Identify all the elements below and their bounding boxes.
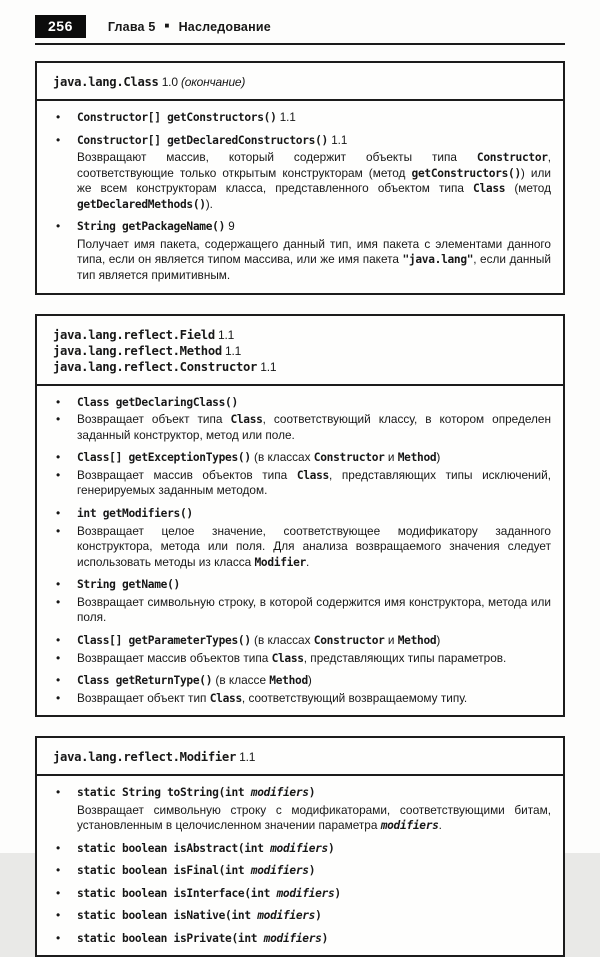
code-text: modifiers xyxy=(263,931,322,945)
api-box-title xyxy=(37,63,563,101)
text: (в классах xyxy=(250,633,314,647)
code-text: java.lang.reflect.Constructor xyxy=(53,359,258,374)
code-text: Modifier xyxy=(254,555,306,569)
api-description-item xyxy=(37,524,551,571)
code-text: Constructor[] getConstructors() xyxy=(77,111,277,124)
api-description-item xyxy=(37,691,551,707)
api-box-title xyxy=(37,316,563,386)
api-signature-item xyxy=(37,785,551,801)
text: и xyxy=(384,450,398,465)
text: Возвращает целое значение, соответствующее модификатору заданного конструктора, метода или поля. Для анализа возвращаемого значения следует использовать методы из класса xyxy=(77,523,551,569)
code-text: modifiers xyxy=(250,786,309,800)
text: 1.1 xyxy=(221,343,242,358)
text: . xyxy=(438,818,442,833)
code-text: static boolean isFinal(int xyxy=(77,864,251,878)
code-text: modifiers xyxy=(257,909,316,923)
api-description-item xyxy=(37,150,551,212)
chapter-title: Наследование xyxy=(178,19,271,34)
bullet-icon: • xyxy=(56,450,61,465)
api-signature-item xyxy=(37,219,551,235)
text: ) xyxy=(307,673,312,688)
bullet-icon: • xyxy=(56,863,61,878)
text: ). xyxy=(205,196,213,211)
text: , представляющих типы параметров. xyxy=(303,650,507,665)
api-box-body xyxy=(37,101,563,293)
text: (метод xyxy=(505,181,551,196)
api-signature-item xyxy=(37,841,551,857)
bullet-icon: • xyxy=(56,908,61,923)
code-text: static boolean isAbstract(int xyxy=(77,841,271,855)
code-text: Class xyxy=(473,182,506,196)
code-text: int getModifiers() xyxy=(77,507,193,521)
square-bullet-icon: ■ xyxy=(164,21,170,30)
code-text: ) xyxy=(334,886,341,900)
code-text: Class getReturnType() xyxy=(77,674,213,688)
text: Возвращает символьную строку с модификаторами, соответствующими битам, установленным в целочисленном значении параметра xyxy=(77,802,551,833)
text: (окончание) xyxy=(180,75,246,89)
code-text: java.lang.reflect.Modifier xyxy=(53,750,236,765)
text: . xyxy=(305,554,310,569)
api-description-item xyxy=(37,803,551,834)
bullet-icon: • xyxy=(56,840,61,855)
api-box xyxy=(35,61,565,295)
api-signature-item xyxy=(37,577,551,593)
text: 1.1 xyxy=(327,133,348,147)
text: (в классах xyxy=(250,450,314,465)
api-signature-item xyxy=(37,931,551,947)
code-text: Method xyxy=(397,451,437,465)
code-text: ) xyxy=(308,864,316,878)
text: , соответствующие только открытым конструкторам (метод xyxy=(77,150,551,180)
bullet-icon: • xyxy=(56,412,61,427)
code-text: java.lang.reflect.Field xyxy=(53,327,215,342)
text: 1.1 xyxy=(257,359,277,374)
code-text: static boolean isInterface(int xyxy=(77,886,277,900)
api-signature-item xyxy=(37,110,551,126)
text: , если данный тип является примитивным. xyxy=(77,252,551,283)
api-signature-item xyxy=(37,450,551,466)
code-text: modifiers xyxy=(380,819,439,833)
text: 1.1 xyxy=(214,327,235,342)
bullet-icon: • xyxy=(56,690,61,705)
text: , соответствующий классу, в котором определен заданный конструктор, метод или поле. xyxy=(77,412,551,442)
bullet-icon: • xyxy=(56,673,61,688)
text: ) или же всем конструкторам класса, представленного объектом типа xyxy=(77,165,551,196)
api-boxes-container xyxy=(35,45,565,957)
text: ) xyxy=(436,633,441,647)
text: Возвращает массив объектов типа xyxy=(77,650,272,665)
text: Получает имя пакета, содержащего данный тип, имя пакета с элементами данного типа, если он является типом массива, или же имя пакета xyxy=(77,236,551,267)
code-text: static boolean isPrivate(int xyxy=(77,931,264,945)
bullet-icon: • xyxy=(56,633,61,647)
code-text: ) xyxy=(315,909,322,923)
api-box-title-line xyxy=(53,74,547,90)
code-text: static boolean isNative(int xyxy=(77,909,258,923)
code-text: Constructor xyxy=(476,151,548,164)
api-box-title-line xyxy=(53,749,547,765)
code-text: ) xyxy=(308,786,316,800)
text: Возвращает символьную строку, в которой содержится имя конструктора, метода или поля. xyxy=(77,594,551,625)
api-description-item xyxy=(37,468,551,499)
chapter-heading xyxy=(108,20,271,34)
code-text: "java.lang" xyxy=(402,253,474,267)
code-text: Method xyxy=(397,634,437,647)
text: Возвращает массив объектов типа xyxy=(77,467,297,482)
bullet-icon: • xyxy=(56,885,61,900)
api-signature-item xyxy=(37,506,551,522)
text: 9 xyxy=(225,220,235,234)
bullet-icon: • xyxy=(56,394,61,409)
api-box-body xyxy=(37,386,563,716)
code-text: Class[] getExceptionTypes() xyxy=(77,451,251,465)
api-signature-item xyxy=(37,908,551,924)
code-text: java.lang.reflect.Method xyxy=(53,343,222,358)
code-text: Constructor xyxy=(313,634,385,647)
bullet-icon: • xyxy=(56,523,61,538)
code-text: modifiers xyxy=(276,886,335,900)
code-text: Method xyxy=(269,674,308,688)
api-box xyxy=(35,736,565,957)
code-text: modifiers xyxy=(250,864,309,878)
text: Возвращает объект типа xyxy=(77,412,231,427)
code-text: getDeclaredMethods() xyxy=(77,197,206,211)
api-box-title-line xyxy=(53,359,547,375)
api-box-title xyxy=(37,738,563,776)
code-text: Class xyxy=(271,651,304,665)
text: , представляющих типы исключений, генерируемых заданным методом. xyxy=(77,467,552,498)
bullet-icon: • xyxy=(56,930,61,945)
api-description-item xyxy=(37,412,551,443)
api-description-item xyxy=(37,237,551,284)
bullet-icon: • xyxy=(56,594,61,609)
code-text: getConstructors() xyxy=(411,166,521,180)
code-text: ) xyxy=(321,931,328,945)
code-text: static String toString(int xyxy=(77,786,251,800)
api-signature-item xyxy=(37,673,551,689)
code-text: Class xyxy=(209,691,242,705)
bullet-icon: • xyxy=(56,650,61,665)
text: ) xyxy=(436,450,441,465)
api-signature-item xyxy=(37,133,551,149)
api-signature-item xyxy=(37,886,551,902)
code-text: Class xyxy=(230,413,263,427)
page-number-badge: 256 xyxy=(35,15,86,38)
text: (в классе xyxy=(212,673,270,688)
bullet-icon: • xyxy=(56,506,61,521)
running-head xyxy=(35,15,565,45)
api-box xyxy=(35,314,565,718)
code-text: modifiers xyxy=(270,841,328,855)
code-text: ) xyxy=(328,841,335,855)
api-description-item xyxy=(37,651,551,667)
text: и xyxy=(384,633,398,647)
bullet-icon: • xyxy=(56,577,61,592)
code-text: String getPackageName() xyxy=(77,220,226,234)
text: 1.1 xyxy=(276,111,296,124)
bullet-icon: • xyxy=(56,110,61,124)
api-box-title-line xyxy=(53,327,547,343)
chapter-label: Глава 5 xyxy=(107,19,156,34)
code-text: java.lang.Class xyxy=(53,75,159,89)
text: , соответствующий возвращаемому типу. xyxy=(241,690,468,705)
bullet-icon: • xyxy=(56,219,61,234)
text: Возвращают массив, который содержит объекты типа xyxy=(77,150,477,164)
code-text: Class[] getParameterTypes() xyxy=(77,634,251,647)
code-text: Constructor[] getDeclaredConstructors() xyxy=(77,133,328,147)
api-description-item xyxy=(37,595,551,626)
api-box-body xyxy=(37,776,563,955)
text: Возвращает объект тип xyxy=(77,690,210,705)
code-text: Constructor xyxy=(313,451,385,465)
code-text: Class xyxy=(296,468,329,482)
bullet-icon: • xyxy=(56,132,61,147)
bullet-icon: • xyxy=(56,785,61,800)
api-signature-item xyxy=(37,633,551,649)
api-signature-item xyxy=(37,863,551,879)
api-signature-item xyxy=(37,395,551,411)
bullet-icon: • xyxy=(56,467,61,482)
api-box-title-line xyxy=(53,343,547,359)
code-text: String getName() xyxy=(77,578,180,592)
code-text: Class getDeclaringClass() xyxy=(77,395,238,409)
text: 1.1 xyxy=(235,750,256,765)
text: 1.0 xyxy=(158,75,181,89)
